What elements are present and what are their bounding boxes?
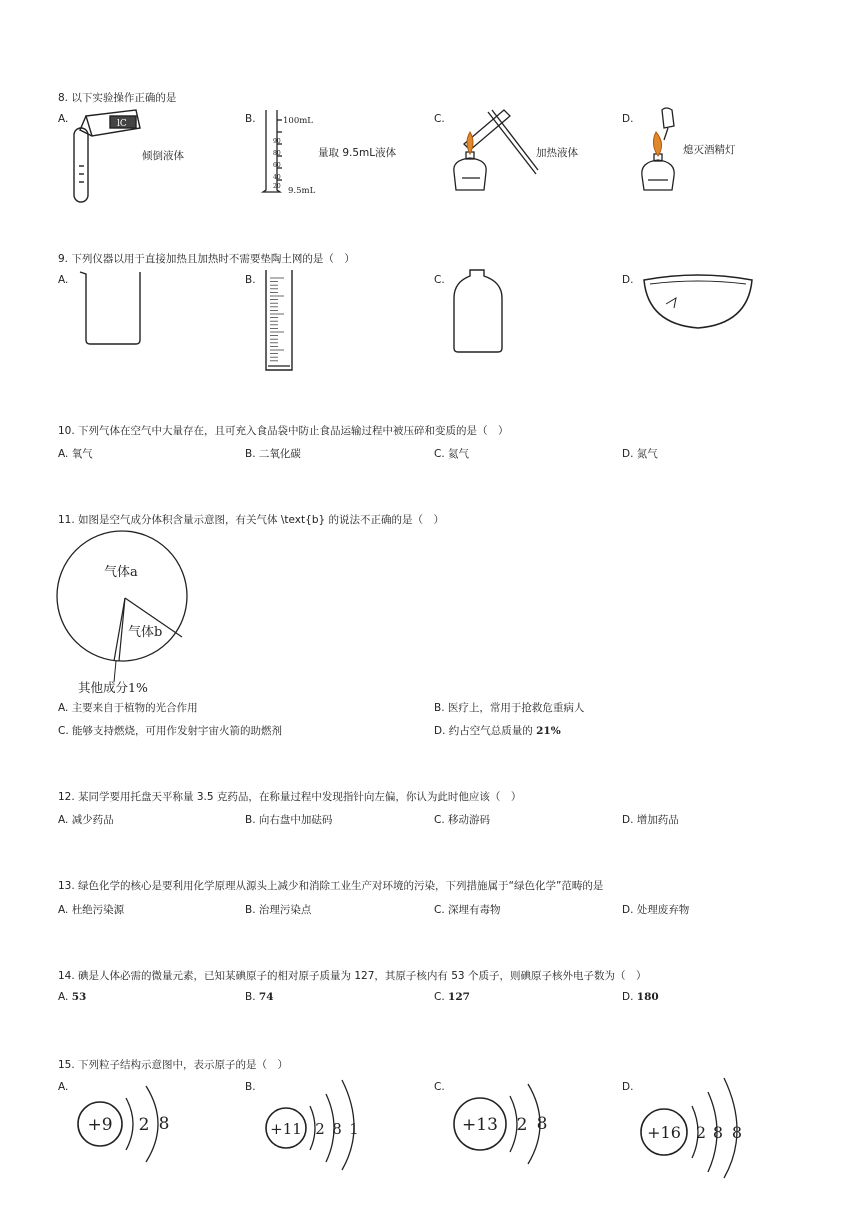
question-15-stem: 15. 下列粒子结构示意图中，表示原子的是（ ） [58, 1059, 289, 1071]
evaporating-dish-icon [640, 274, 760, 338]
blowing-out-lamp-diagram [636, 106, 686, 196]
reagent-bottle-icon [448, 268, 508, 358]
q8-option-d-letter: D. [622, 113, 634, 125]
svg-text:+9: +9 [87, 1115, 113, 1135]
q13-option-b: B. 治理污染点 [245, 904, 312, 916]
heating-liquid-diagram [448, 104, 538, 200]
svg-text:2: 2 [138, 1115, 150, 1135]
cylinder-scale-tick: 20 [273, 183, 281, 190]
atom-structure-diagram-b [262, 1076, 372, 1172]
q11-option-d: D. 约占空气总质量的 21% [434, 725, 561, 737]
q15-option-c-letter: C. [434, 1081, 445, 1093]
q10-option-a: A. 氧气 [58, 448, 93, 460]
svg-text:8: 8 [332, 1120, 342, 1138]
atom-structure-diagram-a [74, 1082, 184, 1168]
pouring-liquid-diagram [70, 106, 150, 206]
cylinder-scale-tick: 40 [273, 174, 281, 181]
svg-text:+13: +13 [462, 1115, 498, 1135]
cylinder-scale-top: 100mL [283, 116, 313, 126]
q8-option-b-letter: B. [245, 113, 256, 125]
q9-option-b-letter: B. [245, 274, 256, 286]
q8-option-a-caption: 倾倒液体 [142, 150, 184, 162]
q10-option-b: B. 二氧化碳 [245, 448, 301, 460]
graduated-cylinder-reading-diagram [262, 106, 322, 198]
measuring-cylinder-icon [262, 268, 298, 376]
question-12-stem: 12. 某同学要用托盘天平称量 3.5 克药品，在称量过程中发现指针向左偏，你认为此时他应该（ ） [58, 791, 522, 803]
svg-text:lC: lC [117, 119, 127, 129]
beaker-icon [76, 270, 146, 350]
q12-option-c: C. 移动游码 [434, 814, 491, 826]
cylinder-scale-tick: 60 [273, 162, 281, 169]
q8-option-b-caption: 量取 9.5mL液体 [318, 147, 397, 159]
q8-option-d-caption: 熄灭酒精灯 [683, 144, 736, 156]
question-10-stem: 10. 下列气体在空气中大量存在，且可充入食品袋中防止食品运输过程中被压碎和变质的是（ ） [58, 425, 509, 437]
q12-option-d: D. 增加药品 [622, 814, 679, 826]
q8-option-a-letter: A. [58, 113, 69, 125]
svg-text:8: 8 [712, 1123, 724, 1142]
q14-option-d: D. 180 [622, 991, 659, 1003]
question-8-stem: 8. 以下实验操作正确的是 [58, 92, 177, 104]
q8-option-c-letter: C. [434, 113, 445, 125]
atom-structure-diagram-d [638, 1074, 753, 1180]
q11-option-b: B. 医疗上，常用于抢救危重病人 [434, 702, 585, 714]
q14-option-a: A. 53 [58, 991, 87, 1003]
q9-option-c-letter: C. [434, 274, 445, 286]
cylinder-scale-bottom: 9.5mL [288, 186, 316, 196]
q13-option-a: A. 杜绝污染源 [58, 904, 125, 916]
q11-option-a: A. 主要来自于植物的光合作用 [58, 702, 198, 714]
cylinder-scale-tick: 90 [273, 138, 281, 145]
pie-label-gas-b: 气体b [128, 625, 163, 640]
q14-option-c: C. 127 [434, 991, 470, 1003]
svg-text:+11: +11 [270, 1120, 302, 1138]
question-9-stem: 9. 下列仪器以用于直接加热且加热时不需要垫陶土网的是（ ） [58, 253, 355, 265]
q15-option-d-letter: D. [622, 1081, 634, 1093]
question-11-stem: 11. 如图是空气成分体积含量示意图，有关气体 \text{b} 的说法不正确的是（ ） [58, 514, 444, 526]
svg-text:1: 1 [349, 1120, 359, 1138]
q11-option-c: C. 能够支持燃烧，可用作发射宇宙火箭的助燃剂 [58, 725, 283, 737]
q15-option-a-letter: A. [58, 1081, 69, 1093]
q8-option-c-caption: 加热液体 [536, 147, 578, 159]
q13-option-d: D. 处理废弃物 [622, 904, 690, 916]
q9-option-d-letter: D. [622, 274, 634, 286]
q13-option-c: C. 深埋有毒物 [434, 904, 501, 916]
question-13-stem: 13. 绿色化学的核心是要利用化学原理从源头上减少和消除工业生产对环境的污染，下列措施属于“绿色化学”范畴的是 [58, 880, 604, 892]
q14-option-b: B. 74 [245, 991, 274, 1003]
pie-label-other: 其他成分1% [78, 680, 148, 695]
q10-option-c: C. 氦气 [434, 448, 470, 460]
svg-text:8: 8 [158, 1114, 170, 1134]
svg-text:2: 2 [695, 1123, 707, 1142]
svg-text:+16: +16 [647, 1123, 681, 1142]
pie-label-gas-a: 气体a [104, 565, 138, 580]
q9-option-a-letter: A. [58, 274, 69, 286]
q12-option-b: B. 向右盘中加砝码 [245, 814, 333, 826]
svg-text:8: 8 [731, 1123, 743, 1142]
svg-text:8: 8 [536, 1114, 548, 1134]
svg-text:2: 2 [516, 1115, 528, 1135]
q15-option-b-letter: B. [245, 1081, 256, 1093]
question-14-stem: 14. 碘是人体必需的微量元素，已知某碘原子的相对原子质量为 127，其原子核内有 53 个质子，则碘原子核外电子数为（ ） [58, 970, 647, 982]
svg-text:2: 2 [315, 1120, 325, 1138]
atom-structure-diagram-c [450, 1082, 560, 1168]
q12-option-a: A. 减少药品 [58, 814, 114, 826]
cylinder-scale-tick: 80 [273, 150, 281, 157]
q10-option-d: D. 氮气 [622, 448, 658, 460]
air-composition-pie-diagram [56, 530, 196, 700]
